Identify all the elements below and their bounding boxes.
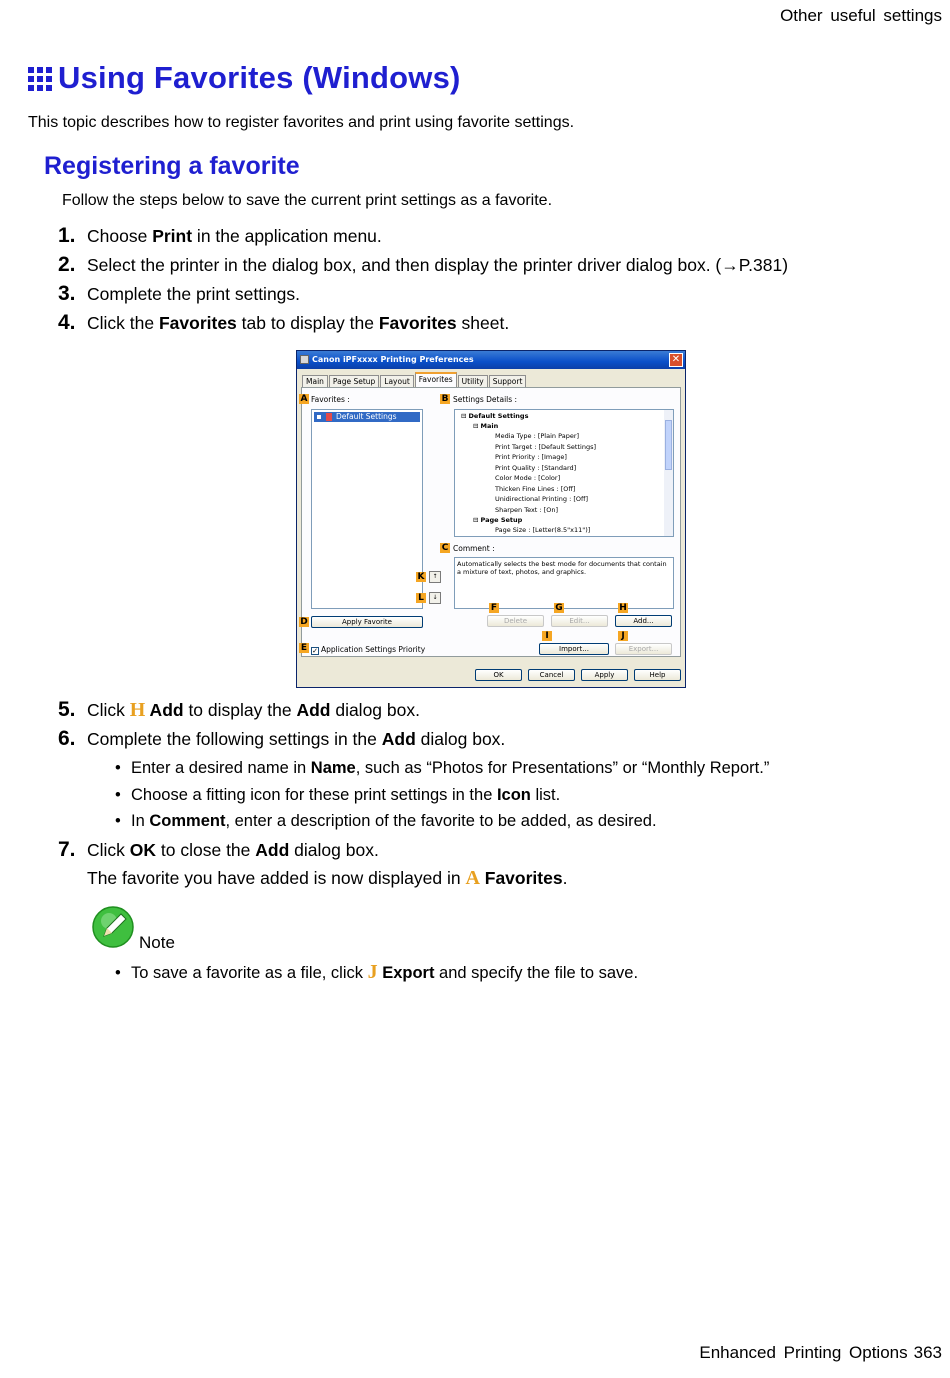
section-heading: Registering a favorite bbox=[44, 152, 300, 180]
step-bold: OK bbox=[129, 840, 157, 860]
delete-button[interactable]: Delete bbox=[487, 615, 544, 627]
step-7 bbox=[58, 838, 379, 862]
favorites-list[interactable] bbox=[311, 409, 423, 609]
tab-support[interactable]: Support bbox=[489, 375, 527, 388]
step-text: sheet. bbox=[456, 313, 510, 333]
bullet-text: To save a favorite as a file, click bbox=[131, 964, 368, 982]
dialog-title: Canon iPFxxxx Printing Preferences bbox=[312, 355, 474, 364]
step-number: 7. bbox=[58, 838, 76, 861]
tag-f: F bbox=[490, 603, 498, 613]
tree-item: Unidirectional Printing : [Off] bbox=[495, 495, 589, 503]
favorites-label: Favorites : bbox=[311, 395, 350, 404]
reference-letter: A bbox=[465, 867, 480, 889]
favorite-item-label: Default Settings bbox=[336, 412, 397, 421]
document-icon bbox=[326, 413, 332, 421]
page-title-text: Using Favorites (Windows) bbox=[58, 60, 461, 95]
edit-button[interactable]: Edit... bbox=[551, 615, 608, 627]
tree-item: Sharpen Text : [On] bbox=[495, 505, 558, 514]
step-bold: Add bbox=[255, 840, 290, 860]
bullet-bold: Name bbox=[310, 759, 356, 777]
tag-b: B bbox=[441, 394, 449, 404]
tab-page-setup[interactable]: Page Setup bbox=[329, 375, 379, 388]
move-down-button[interactable]: ↓ bbox=[429, 592, 441, 604]
step-text: . bbox=[562, 868, 568, 888]
printing-preferences-dialog bbox=[296, 350, 686, 688]
comment-label: Comment : bbox=[453, 544, 495, 553]
step-text: to display the bbox=[183, 700, 297, 720]
cancel-button[interactable]: Cancel bbox=[528, 669, 575, 681]
details-scrollbar[interactable] bbox=[664, 410, 673, 536]
tree-item: ⊟ Default Settings bbox=[461, 412, 529, 420]
step-number: 2. bbox=[58, 253, 76, 276]
bullet-text: Enter a desired name in bbox=[131, 759, 311, 777]
bullet-text: , such as “Photos for Presentations” or “Monthly Report.” bbox=[355, 759, 770, 777]
tag-h: H bbox=[619, 603, 627, 613]
tag-i: I bbox=[542, 631, 552, 641]
step-bold: Favorites bbox=[158, 313, 237, 333]
bullet-text: Choose a fitting icon for these print settings in the bbox=[131, 786, 497, 804]
step-number: 1. bbox=[58, 224, 76, 247]
step-5 bbox=[58, 698, 420, 722]
step-text: dialog box. bbox=[415, 729, 506, 749]
section-intro: Follow the steps below to save the current print settings as a favorite. bbox=[62, 192, 553, 209]
comment-field[interactable]: Automatically selects the best mode for documents that contain a mixture of text, photos, and graphics. bbox=[454, 557, 674, 609]
apply-favorite-button[interactable]: Apply Favorite bbox=[311, 616, 423, 628]
import-button[interactable]: Import... bbox=[539, 643, 609, 655]
footer-chapter: Enhanced Printing Options bbox=[699, 1343, 908, 1362]
tab-utility[interactable]: Utility bbox=[458, 375, 488, 388]
add-button[interactable]: Add... bbox=[615, 615, 672, 627]
tag-k: K bbox=[417, 572, 425, 582]
step-bold: Add bbox=[296, 700, 331, 720]
step-1 bbox=[58, 224, 382, 248]
grid-icon bbox=[28, 67, 52, 91]
step-2 bbox=[58, 253, 788, 277]
list-item: • In Comment, enter a description of the favorite to be added, as desired. bbox=[115, 812, 657, 830]
bullet-icon bbox=[317, 415, 321, 419]
tree-item: ⊟ Page Setup bbox=[473, 516, 523, 524]
note-item: • To save a favorite as a file, click J Export and specify the file to save. bbox=[115, 961, 639, 983]
move-up-button[interactable]: ↑ bbox=[429, 571, 441, 583]
step-text: Click bbox=[87, 840, 130, 860]
step-number: 6. bbox=[58, 727, 76, 750]
apply-button[interactable]: Apply bbox=[581, 669, 628, 681]
tree-item: Color Mode : [Color] bbox=[495, 474, 561, 482]
step-3 bbox=[58, 282, 300, 306]
step-bold: Add bbox=[381, 729, 416, 749]
tree-item: Thicken Fine Lines : [Off] bbox=[495, 484, 576, 493]
tree-item: Print Target : [Default Settings] bbox=[495, 442, 596, 451]
step-number: 5. bbox=[58, 698, 76, 721]
note-label: Note bbox=[139, 933, 175, 952]
settings-details-label: Settings Details : bbox=[453, 395, 518, 404]
bullet-text: list. bbox=[530, 786, 561, 804]
step-6 bbox=[58, 727, 505, 751]
printer-icon bbox=[300, 355, 309, 364]
step-text: Select the printer in the dialog box, and then display the printer driver dialog box. (→P.381) bbox=[87, 255, 789, 275]
bullet-bold: Export bbox=[377, 964, 435, 982]
tree-item: Media Type : [Plain Paper] bbox=[495, 432, 580, 440]
bullet-bold: Icon bbox=[496, 786, 531, 804]
step-text: The favorite you have added is now displayed in bbox=[87, 868, 466, 888]
settings-details-tree[interactable] bbox=[454, 409, 674, 537]
app-priority-checkbox[interactable]: ✓ bbox=[312, 647, 318, 655]
intro-text: This topic describes how to register favorites and print using favorite settings. bbox=[28, 114, 575, 131]
step-text: Complete the following settings in the bbox=[87, 729, 382, 749]
step-number: 3. bbox=[58, 282, 76, 305]
step-text: Complete the print settings. bbox=[87, 284, 301, 304]
tab-main[interactable]: Main bbox=[302, 375, 328, 388]
step-7-followup bbox=[87, 867, 567, 890]
tree-item: Page Size : [Letter(8.5"x11")] bbox=[495, 526, 591, 534]
export-button[interactable]: Export... bbox=[615, 643, 672, 655]
step-text: Choose bbox=[87, 226, 153, 246]
close-icon[interactable]: ✕ bbox=[669, 353, 683, 367]
step-text: dialog box. bbox=[289, 840, 379, 860]
step-bold: Print bbox=[152, 226, 193, 246]
step-text: tab to display the bbox=[236, 313, 379, 333]
step-bold: Favorites bbox=[479, 868, 563, 888]
bullet-text: In bbox=[131, 812, 150, 830]
tab-favorites[interactable]: Favorites bbox=[415, 372, 457, 389]
step-text: in the application menu. bbox=[192, 226, 382, 246]
step-text: dialog box. bbox=[330, 700, 420, 720]
tab-layout[interactable]: Layout bbox=[380, 375, 414, 388]
step-bold: Favorites bbox=[378, 313, 457, 333]
bullet-text: , enter a description of the favorite to be added, as desired. bbox=[225, 812, 657, 830]
dialog-titlebar bbox=[297, 351, 685, 369]
step-text: Click the bbox=[87, 313, 159, 333]
step-text: to close the bbox=[156, 840, 256, 860]
help-button[interactable]: Help bbox=[634, 669, 681, 681]
tree-item: Print Quality : [Standard] bbox=[495, 463, 577, 472]
tag-a: A bbox=[300, 394, 308, 404]
reference-letter: J bbox=[367, 961, 378, 983]
page-number: 363 bbox=[913, 1343, 942, 1362]
bullet-bold: Comment bbox=[149, 812, 226, 830]
app-priority-label: Application Settings Priority bbox=[321, 645, 426, 654]
list-item: • Enter a desired name in Name, such as “Photos for Presentations” or “Monthly Report.” bbox=[115, 759, 770, 777]
step-bold: Add bbox=[145, 700, 184, 720]
tree-item: ⊟ Main bbox=[473, 422, 499, 430]
step-number: 4. bbox=[58, 311, 76, 334]
tag-l: L bbox=[416, 593, 426, 603]
bullet-text: and specify the file to save. bbox=[434, 964, 639, 982]
tag-g: G bbox=[555, 603, 563, 613]
note-pencil-icon bbox=[92, 906, 134, 948]
tag-e: E bbox=[300, 643, 308, 653]
tag-c: C bbox=[441, 543, 449, 553]
favorite-item-default[interactable] bbox=[314, 412, 420, 422]
tree-item: Print Priority : [Image] bbox=[495, 453, 567, 461]
tag-d: D bbox=[300, 617, 308, 627]
step-4 bbox=[58, 311, 509, 335]
scrollbar-thumb[interactable] bbox=[665, 420, 672, 470]
page-footer bbox=[699, 1343, 942, 1363]
tag-j: J bbox=[618, 631, 628, 641]
ok-button[interactable]: OK bbox=[475, 669, 522, 681]
page-title bbox=[28, 60, 461, 96]
list-item: • Choose a fitting icon for these print settings in the Icon list. bbox=[115, 786, 561, 804]
reference-letter: H bbox=[129, 699, 146, 721]
step-text: Click bbox=[87, 700, 130, 720]
running-header: Other useful settings bbox=[780, 6, 942, 25]
